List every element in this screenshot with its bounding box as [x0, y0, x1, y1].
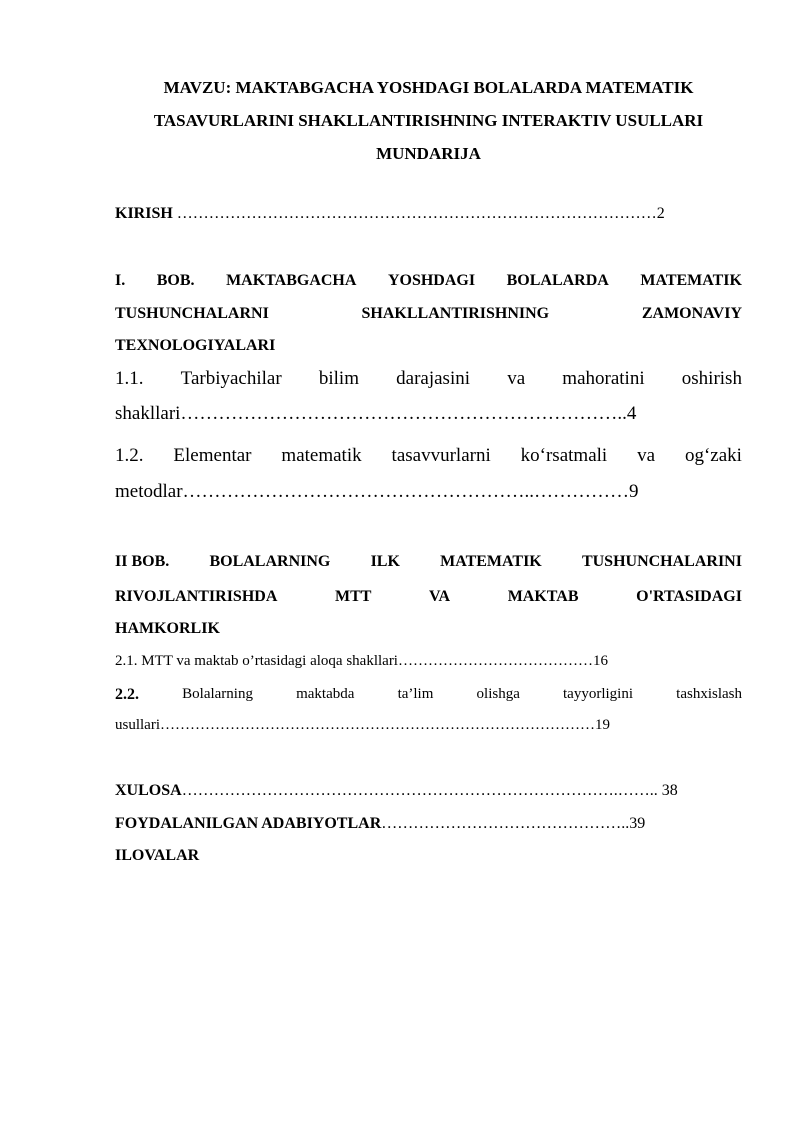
title-line-1: MAVZU: MAKTABGACHA YOSHDAGI BOLALARDA MATEMATIK: [163, 78, 694, 97]
toc-number-2-2: 2.2.: [115, 686, 139, 703]
toc-entry-1-2-line-1: [115, 445, 742, 467]
chapter-2-word: MATEMATIK: [440, 553, 542, 570]
toc-dots-kirish: ………………………………………………………………………………: [172, 205, 657, 222]
chapter-1-word: SHAKLLANTIRISHNING: [361, 305, 550, 322]
title-line-2: TASAVURLARINI SHAKLLANTIRISHNING INTERAKTIV USULLARI: [153, 111, 704, 130]
document-title: [100, 71, 757, 170]
chapter-2-word: II BOB.: [115, 553, 170, 570]
toc-word: tasavvurlarni: [391, 445, 491, 466]
toc-dots-xulosa: ……………………………………………………………………….…….. 38: [181, 782, 678, 799]
title-line-3: MUNDARIJA: [376, 144, 481, 163]
chapter-2-heading-line-2: [115, 588, 742, 606]
toc-word: olishga: [476, 686, 520, 702]
toc-word: 1.2.: [115, 445, 144, 466]
toc-word: maktabda: [296, 686, 355, 702]
toc-dots-adabiyotlar: ………………………………………..39: [381, 815, 646, 832]
toc-label-kirish: KIRISH: [115, 205, 173, 222]
toc-label-adabiyotlar: FOYDALANILGAN ADABIYOTLAR: [115, 815, 382, 832]
toc-word: tashxislash: [676, 686, 742, 702]
chapter-1-word: BOLALARDA: [506, 272, 609, 289]
toc-word: og‘zaki: [684, 445, 742, 466]
chapter-2-word: MAKTAB: [507, 588, 579, 605]
toc-entry-xulosa: [115, 782, 742, 800]
toc-page-kirish: 2: [656, 205, 665, 222]
toc-entry-adabiyotlar: [115, 815, 742, 833]
toc-word: Bolalarning: [182, 686, 253, 702]
chapter-2-word: O'RTASIDAGI: [636, 588, 742, 605]
toc-word: va: [637, 445, 656, 466]
toc-word: Tarbiyachilar: [180, 368, 282, 389]
chapter-1-heading-line-2: [115, 305, 742, 323]
toc-entry-ilovalar: ILOVALAR: [115, 847, 200, 864]
toc-word: ko‘rsatmali: [520, 445, 608, 466]
chapter-2-word: BOLALARNING: [209, 553, 331, 570]
toc-word: Elementar: [173, 445, 252, 466]
toc-label-xulosa: XULOSA: [115, 782, 182, 799]
toc-word: darajasini: [396, 368, 471, 389]
chapter-1-word: MAKTABGACHA: [226, 272, 357, 289]
chapter-1-word: YOSHDAGI: [387, 272, 476, 289]
chapter-2-word: ILK: [370, 553, 400, 570]
chapter-2-word: TUSHUNCHALARINI: [581, 553, 742, 570]
toc-entry-kirish: [115, 205, 742, 223]
chapter-1-word: MATEMATIK: [640, 272, 742, 289]
chapter-1-word: ZAMONAVIY: [641, 305, 742, 322]
toc-word: 1.1.: [115, 368, 144, 389]
chapter-1-word: I.: [115, 272, 126, 289]
toc-entry-1-2-line-2: metodlar………………………………………………..……………9: [115, 481, 639, 502]
toc-word: oshirish: [681, 368, 742, 389]
chapter-2-heading-line-3: HAMKORLIK: [115, 620, 220, 637]
toc-word: bilim: [318, 368, 359, 389]
chapter-1-word: TUSHUNCHALARNI: [115, 305, 269, 322]
toc-entry-1-1-line-1: [115, 368, 742, 390]
chapter-2-word: VA: [429, 588, 451, 605]
chapter-1-heading-line-1: [115, 272, 742, 290]
chapter-1-heading-line-3: TEXNOLOGIYALARI: [115, 337, 276, 354]
chapter-2-heading-line-1: [115, 553, 742, 571]
toc-entry-2-1: 2.1. MTT va maktab o’rtasidagi aloqa shakllari…………………………………16: [115, 653, 608, 669]
toc-word: ta’lim: [397, 686, 434, 702]
toc-word: va: [507, 368, 526, 389]
toc-word: tayyorligini: [563, 686, 634, 702]
toc-word: matematik: [281, 445, 362, 466]
chapter-2-word: MTT: [334, 588, 372, 605]
chapter-2-word: RIVOJLANTIRISHDA: [115, 588, 278, 605]
toc-word: mahoratini: [562, 368, 645, 389]
toc-entry-2-2-line-2: usullari……………………………………………………………………………19: [115, 717, 610, 733]
toc-entry-2-2-line-1: [115, 686, 742, 704]
chapter-1-word: BOB.: [156, 272, 195, 289]
toc-entry-1-1-line-2: shakllari……………………………………………………………..4: [115, 403, 637, 424]
